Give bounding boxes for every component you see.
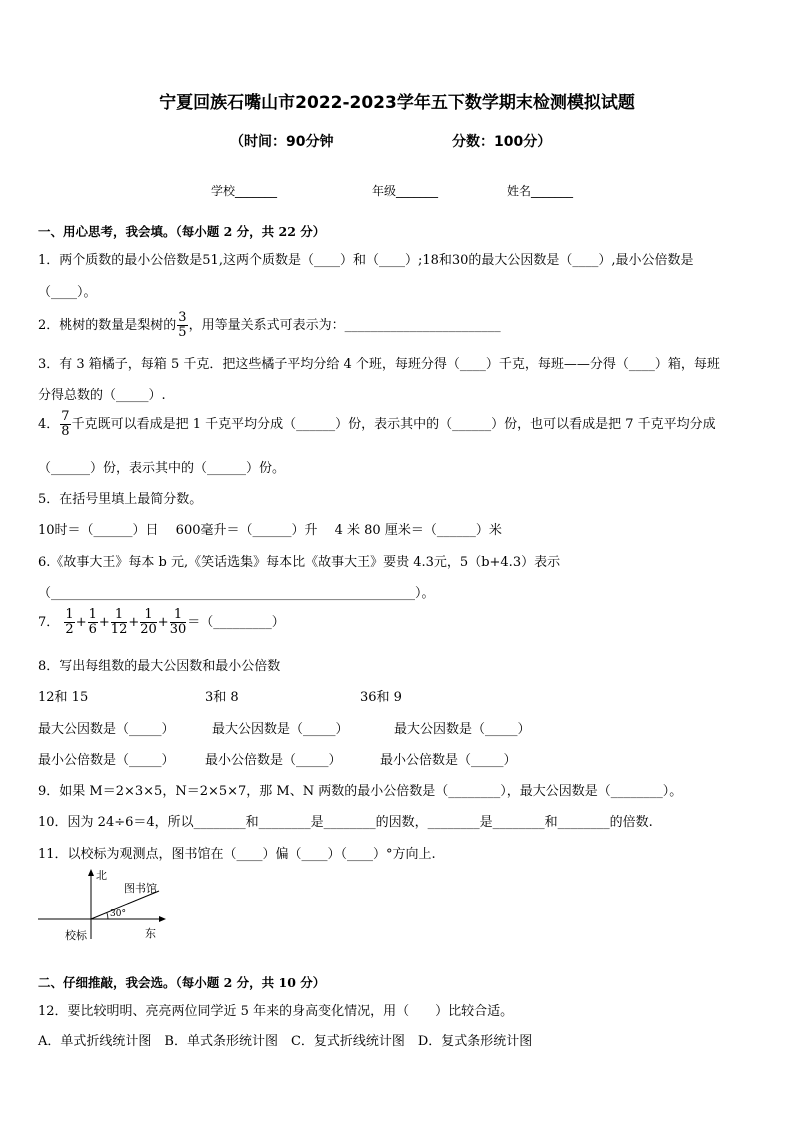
section-2-heading: 二、仔细推敲，我会选。（每小题 2 分，共 10 分） [38,975,326,990]
question-3-cont: 分得总数的（_____）. [38,388,166,403]
fraction [177,311,187,340]
question-7-answer-blank: ＝（_________） [187,615,285,630]
q8-gcd-1: 最大公因数是（_____） [38,722,175,737]
fraction-numerator: 1 [140,608,157,623]
question-2-suffix: ，用等量关系式可表示为：________________________ [188,318,501,333]
q8-gcd-2: 最大公因数是（_____） [212,722,349,737]
fraction-denominator: 12 [110,622,128,637]
fraction [60,410,70,439]
fraction-denominator: 2 [65,622,74,637]
question-4-cont: （______）份，表示其中的（______）份。 [38,461,286,476]
fraction-denominator: 6 [88,622,97,637]
question-8: 8．写出每组数的最大公因数和最小公倍数 [38,659,281,674]
fraction-numerator: 3 [178,310,187,325]
q8-group-2: 3和 8 [205,690,239,705]
question-5-items: 10时＝（______）日 600毫升＝（______）升 4 米 80 厘米＝（______）米 [38,523,502,538]
question-9: 9．如果 M＝2×3×5，N＝2×5×7，那 M、N 两数的最小公倍数是（________），最大公因数是（________）。 [38,784,683,799]
q8-lcm-3: 最小公倍数是（_____） [380,753,517,768]
fraction-denominator: 20 [140,622,157,637]
question-10: 10．因为 24÷6＝4，所以________和________是________的因数，________是________和________的倍数. [38,815,653,830]
exam-time: （时间：90分钟 [230,134,334,150]
question-1-cont: （____）。 [38,285,97,300]
fraction-numerator: 1 [170,608,187,623]
section-1-heading: 一、用心思考，我会填。（每小题 2 分，共 22 分） [38,224,326,239]
fraction [64,608,74,637]
fraction-denominator: 30 [169,622,187,637]
fraction-numerator: 1 [65,607,74,622]
fraction-numerator: 7 [61,409,70,424]
question-7-label: 7． [38,615,60,630]
question-2-prefix: 2．桃树的数量是梨树的 [38,318,177,333]
grade-field: 年级_______ [372,184,439,198]
question-12-options: A．单式折线统计图 B．单式条形统计图 C．复式折线统计图 D．复式条形统计图 [38,1034,533,1049]
page-title: 宁夏回族石嘴山市2022-2023学年五下数学期末检测模拟试题 [159,93,635,113]
fraction [140,608,157,637]
fraction [170,608,187,637]
question-1: 1．两个质数的最小公倍数是51,这两个质数是（____）和（____）;18和30的最大公因数是（____）,最小公倍数是 [38,253,694,268]
q8-group-3: 36和 9 [360,690,402,705]
question-6: 6.《故事大王》每本 b 元,《笑话选集》每本比《故事大王》要贵 4.3元，5（b+4.3）表示 [38,555,561,570]
school-field: 学校_______ [211,184,278,198]
question-6-cont: （________________________________________________________）。 [38,586,435,601]
fraction [88,608,98,637]
exam-score: 分数：100分） [452,134,552,150]
q8-lcm-1: 最小公倍数是（_____） [38,753,175,768]
fraction-denominator: 8 [61,424,70,439]
fraction-numerator: 1 [111,608,128,623]
question-12: 12．要比较明明、亮亮两位同学近 5 年来的身高变化情况，用（ ）比较合适。 [38,1004,514,1019]
compass-east-label: 东 [145,927,156,940]
question-4-prefix: 4． [38,417,60,432]
question-7: 7． $\frac{1}{2}$ + $\frac{1}{6}$ + $\frac{1}{12}$ + $\frac{1}{20}$ + $\frac{1}{30}$ ＝（_________） [38,607,285,637]
question-4-suffix: 千克既可以看成是把 1 千克平均分成（______）份，表示其中的（______）份，也可以看成是把 7 千克平均分成 [71,417,716,432]
fraction-denominator: 5 [178,325,187,340]
question-5: 5．在括号里填上最简分数。 [38,492,203,507]
q8-lcm-2: 最小公倍数是（_____） [205,753,342,768]
fraction [111,608,128,637]
fraction-numerator: 1 [88,607,97,622]
question-2 [38,311,501,340]
compass-origin-label: 校标 [65,929,87,942]
question-11: 11．以校标为观测点，图书馆在（____）偏（____）（____）°方向上. [38,847,436,862]
q8-gcd-3: 最大公因数是（_____） [394,722,531,737]
name-field: 姓名_______ [507,184,574,198]
compass-target-label: 图书馆 [124,882,157,895]
question-3: 3．有 3 箱橘子，每箱 5 千克．把这些橘子平均分给 4 个班，每班分得（____）千克，每班——分得（____）箱，每班 [38,357,720,372]
compass-north-label: 北 [96,869,107,882]
compass-angle-label: 30° [110,909,126,919]
question-4 [38,410,716,439]
q8-group-1: 12和 15 [38,690,89,705]
